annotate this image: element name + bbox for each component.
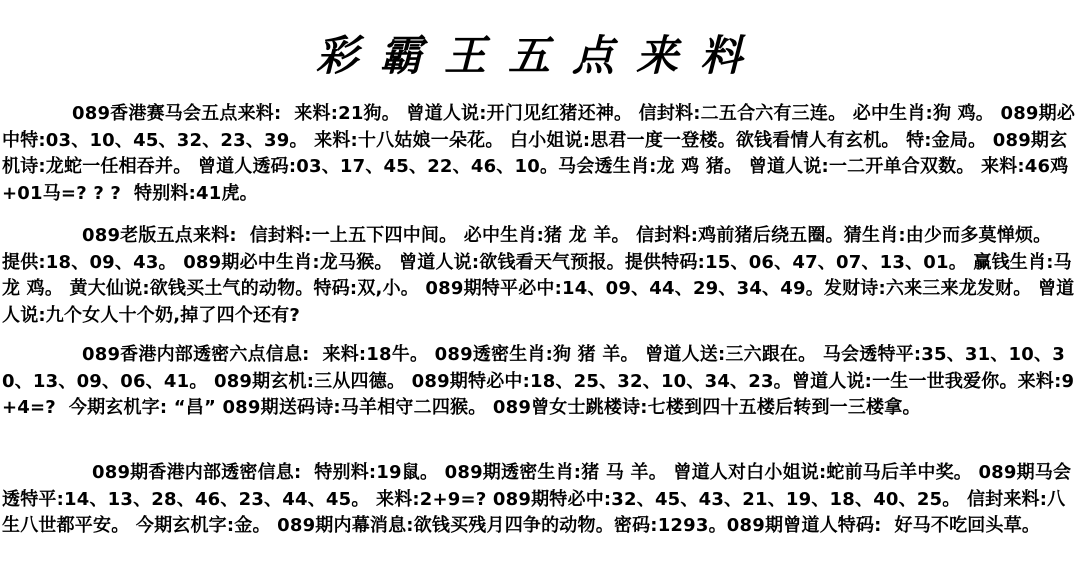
page-title: 彩霸王五点来料 (315, 31, 764, 80)
paragraph-old-edition-five-point: 089老版五点来料: 信封料:一上五下四中间。 必中生肖:猪 龙 羊。 信封料:鸡前猪后绕五圈。猜生肖:由少而多莫惮烦。 提供:18、09、43。 089期必中生肖:龙马猴。 曾道人说:欲钱看天气预报。提供特码:15、06、47、07、13、01。 赢钱生肖:马 龙 鸡。 黄大仙说:欲钱买土气的动物。特码:双,小。 089期特平必中:14、09、44、29、34、49。发财诗:六来三来龙发财。 曾道人说:九个女人十个奶,掉了四个还有? (2, 225, 1079, 326)
paragraph-hk-jockey-club-five-point: 089香港赛马会五点来料: 来料:21狗。 曾道人说:开门见红猪还神。 信封料:二五合六有三连。 必中生肖:狗 鸡。 089期必中特:03、10、45、32、23、39。 来料:十八姑娘一朵花。 白小姐说:思君一度一登楼。欲钱看情人有玄机。 特:金局。 089期玄机诗:龙蛇一任相吞并。 曾道人透码:03、17、45、22、46、10。马会透生肖:龙 鸡 猪。 曾道人说:一二开单合双数。 来料:46鸡+01马=? ? ? 特别料:41虎。 (2, 103, 1076, 204)
paragraph-hk-internal-info: 089期香港内部透密信息: 特别料:19鼠。 089期透密生肖:猪 马 羊。 曾道人对白小姐说:蛇前马后羊中奖。 089期马会透特平:14、13、28、46、23、44、45。 来料:2+9=? 089期特必中:32、45、43、21、19、18、40、25。 信封来料:八生八世都平安。 今期玄机字:金。 089期内幕消息:欲钱买残月四争的动物。密码:1293。089期曾道人特码: 好马不吃回头草。 (2, 462, 1072, 536)
paragraph-hk-internal-six-point: 089香港内部透密六点信息: 来料:18牛。 089透密生肖:狗 猪 羊。 曾道人送:三六跟在。 马会透特平:35、31、10、30、13、09、06、41。 089期玄机:三从四德。 089期特必中:18、25、32、10、34、23。曾道人说:一生一世我爱你。来料:9+4=? 今期玄机字: “昌” 089期送码诗:马羊相守二四猴。 089曾女士跳楼诗:七楼到四十五楼后转到一三楼拿。 (2, 344, 1075, 418)
